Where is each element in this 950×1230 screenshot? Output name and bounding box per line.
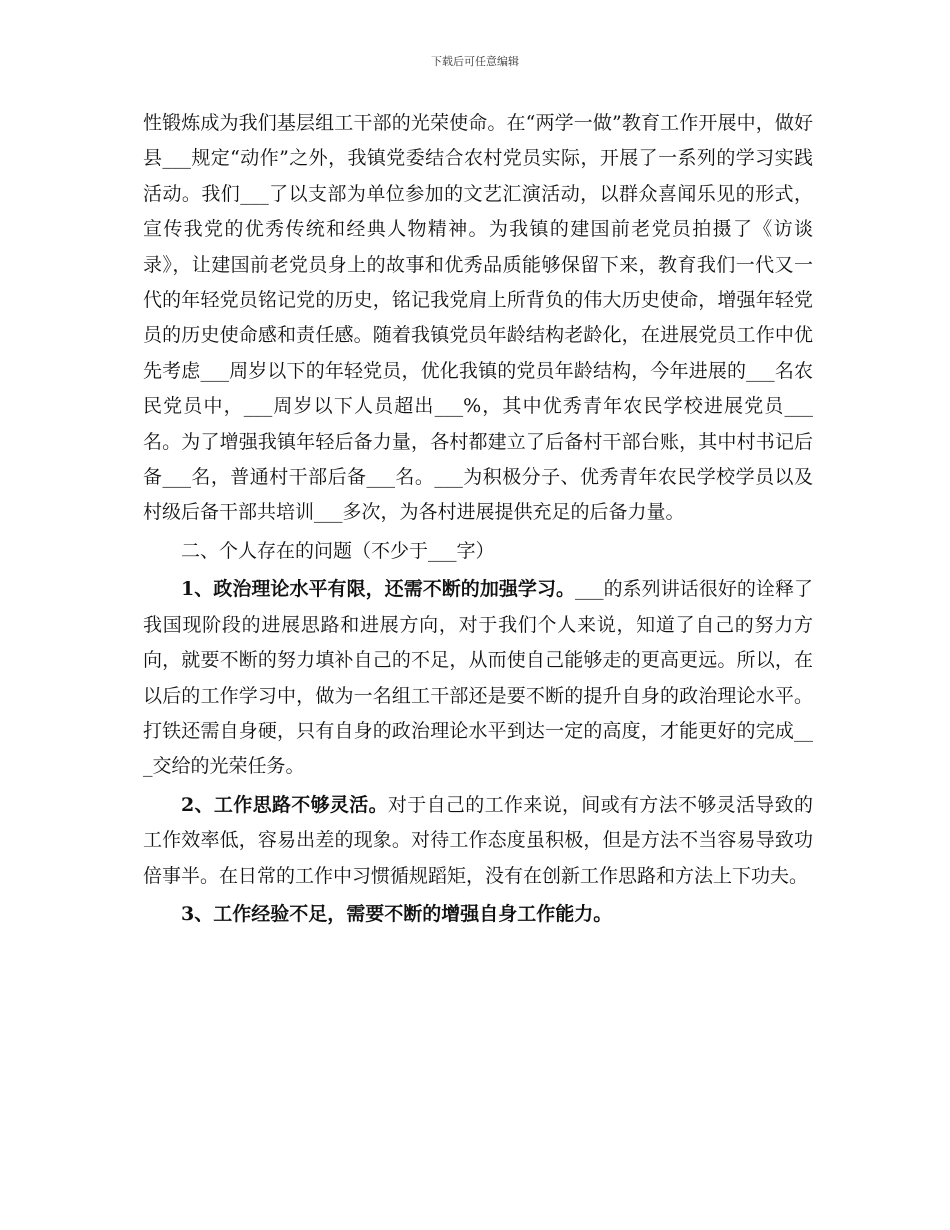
item-1-title: 1、政治理论水平有限，还需不断的加强学习。	[181, 578, 576, 601]
paragraph-activities: 性锻炼成为我们基层组工干部的光荣使命。在“两学一做”教育工作开展中，做好县___规定“动作”之外，我镇党委结合农村党员实际，开展了一系列的学习实践活动。我们___了以支部为单位参加的文艺汇演活动，以群众喜闻乐见的形式，宣传我党的优秀传统和经典人物精神。为我镇的建国前老党员拍摄了《访谈录》，让建国前老党员身上的故事和优秀品质能够保留下来，教育我们一代又一代的年轻党员铭记党的历史，铭记我党肩上所背负的伟大历史使命，增强年轻党员的历史使命感和责任感。随着我镇党员年龄结构老龄化，在进展党员工作中优先考虑___周岁以下的年轻党员，优化我镇的党员年龄结构，今年进展的___名农民党员中，___周岁以下人员超出___%，其中优秀青年农民学校进展党员___名。为了增强我镇年轻后备力量，各村都建立了后备村干部台账，其中村书记后备___名，普通村干部后备___名。___为积极分子、优秀青年农民学校学员以及村级后备干部共培训___多次，为各村进展提供充足的后备力量。	[143, 112, 813, 524]
item-1-body: ___的系列讲话很好的诠释了我国现阶段的进展思路和进展方向，对于我们个人来说，知道了自己的努力方向，就要不断的努力填补自己的不足，从而使自己能够走的更高更远。所以，在以后的工作学习中，做为一名组工干部还是要不断的提升自身的政治理论水平。打铁还需自身硬，只有自身的政治理论水平到达一定的高度，才能更好的完成___交给的光荣任务。	[143, 578, 813, 778]
item-2-paragraph	[143, 788, 813, 894]
item-1-paragraph	[143, 572, 813, 784]
item-3-title: 3、工作经验不足，需要不断的增强自身工作能力。	[181, 902, 613, 925]
item-2-body: 对于自己的工作来说，间或有方法不够灵活导致的工作效率低，容易出差的现象。对待工作态度虽积极，但是方法不当容易导致功倍事半。在日常的工作中习惯循规蹈矩，没有在创新工作思路和方法上下功夫。	[143, 793, 813, 887]
item-2-title: 2、工作思路不够灵活。	[181, 793, 388, 816]
section-heading-problems: 二、个人存在的问题（不少于___字）	[181, 539, 495, 562]
document-body	[143, 106, 813, 932]
item-3-paragraph	[143, 897, 813, 932]
page-header-note: 下载后可任意编辑	[431, 55, 519, 68]
